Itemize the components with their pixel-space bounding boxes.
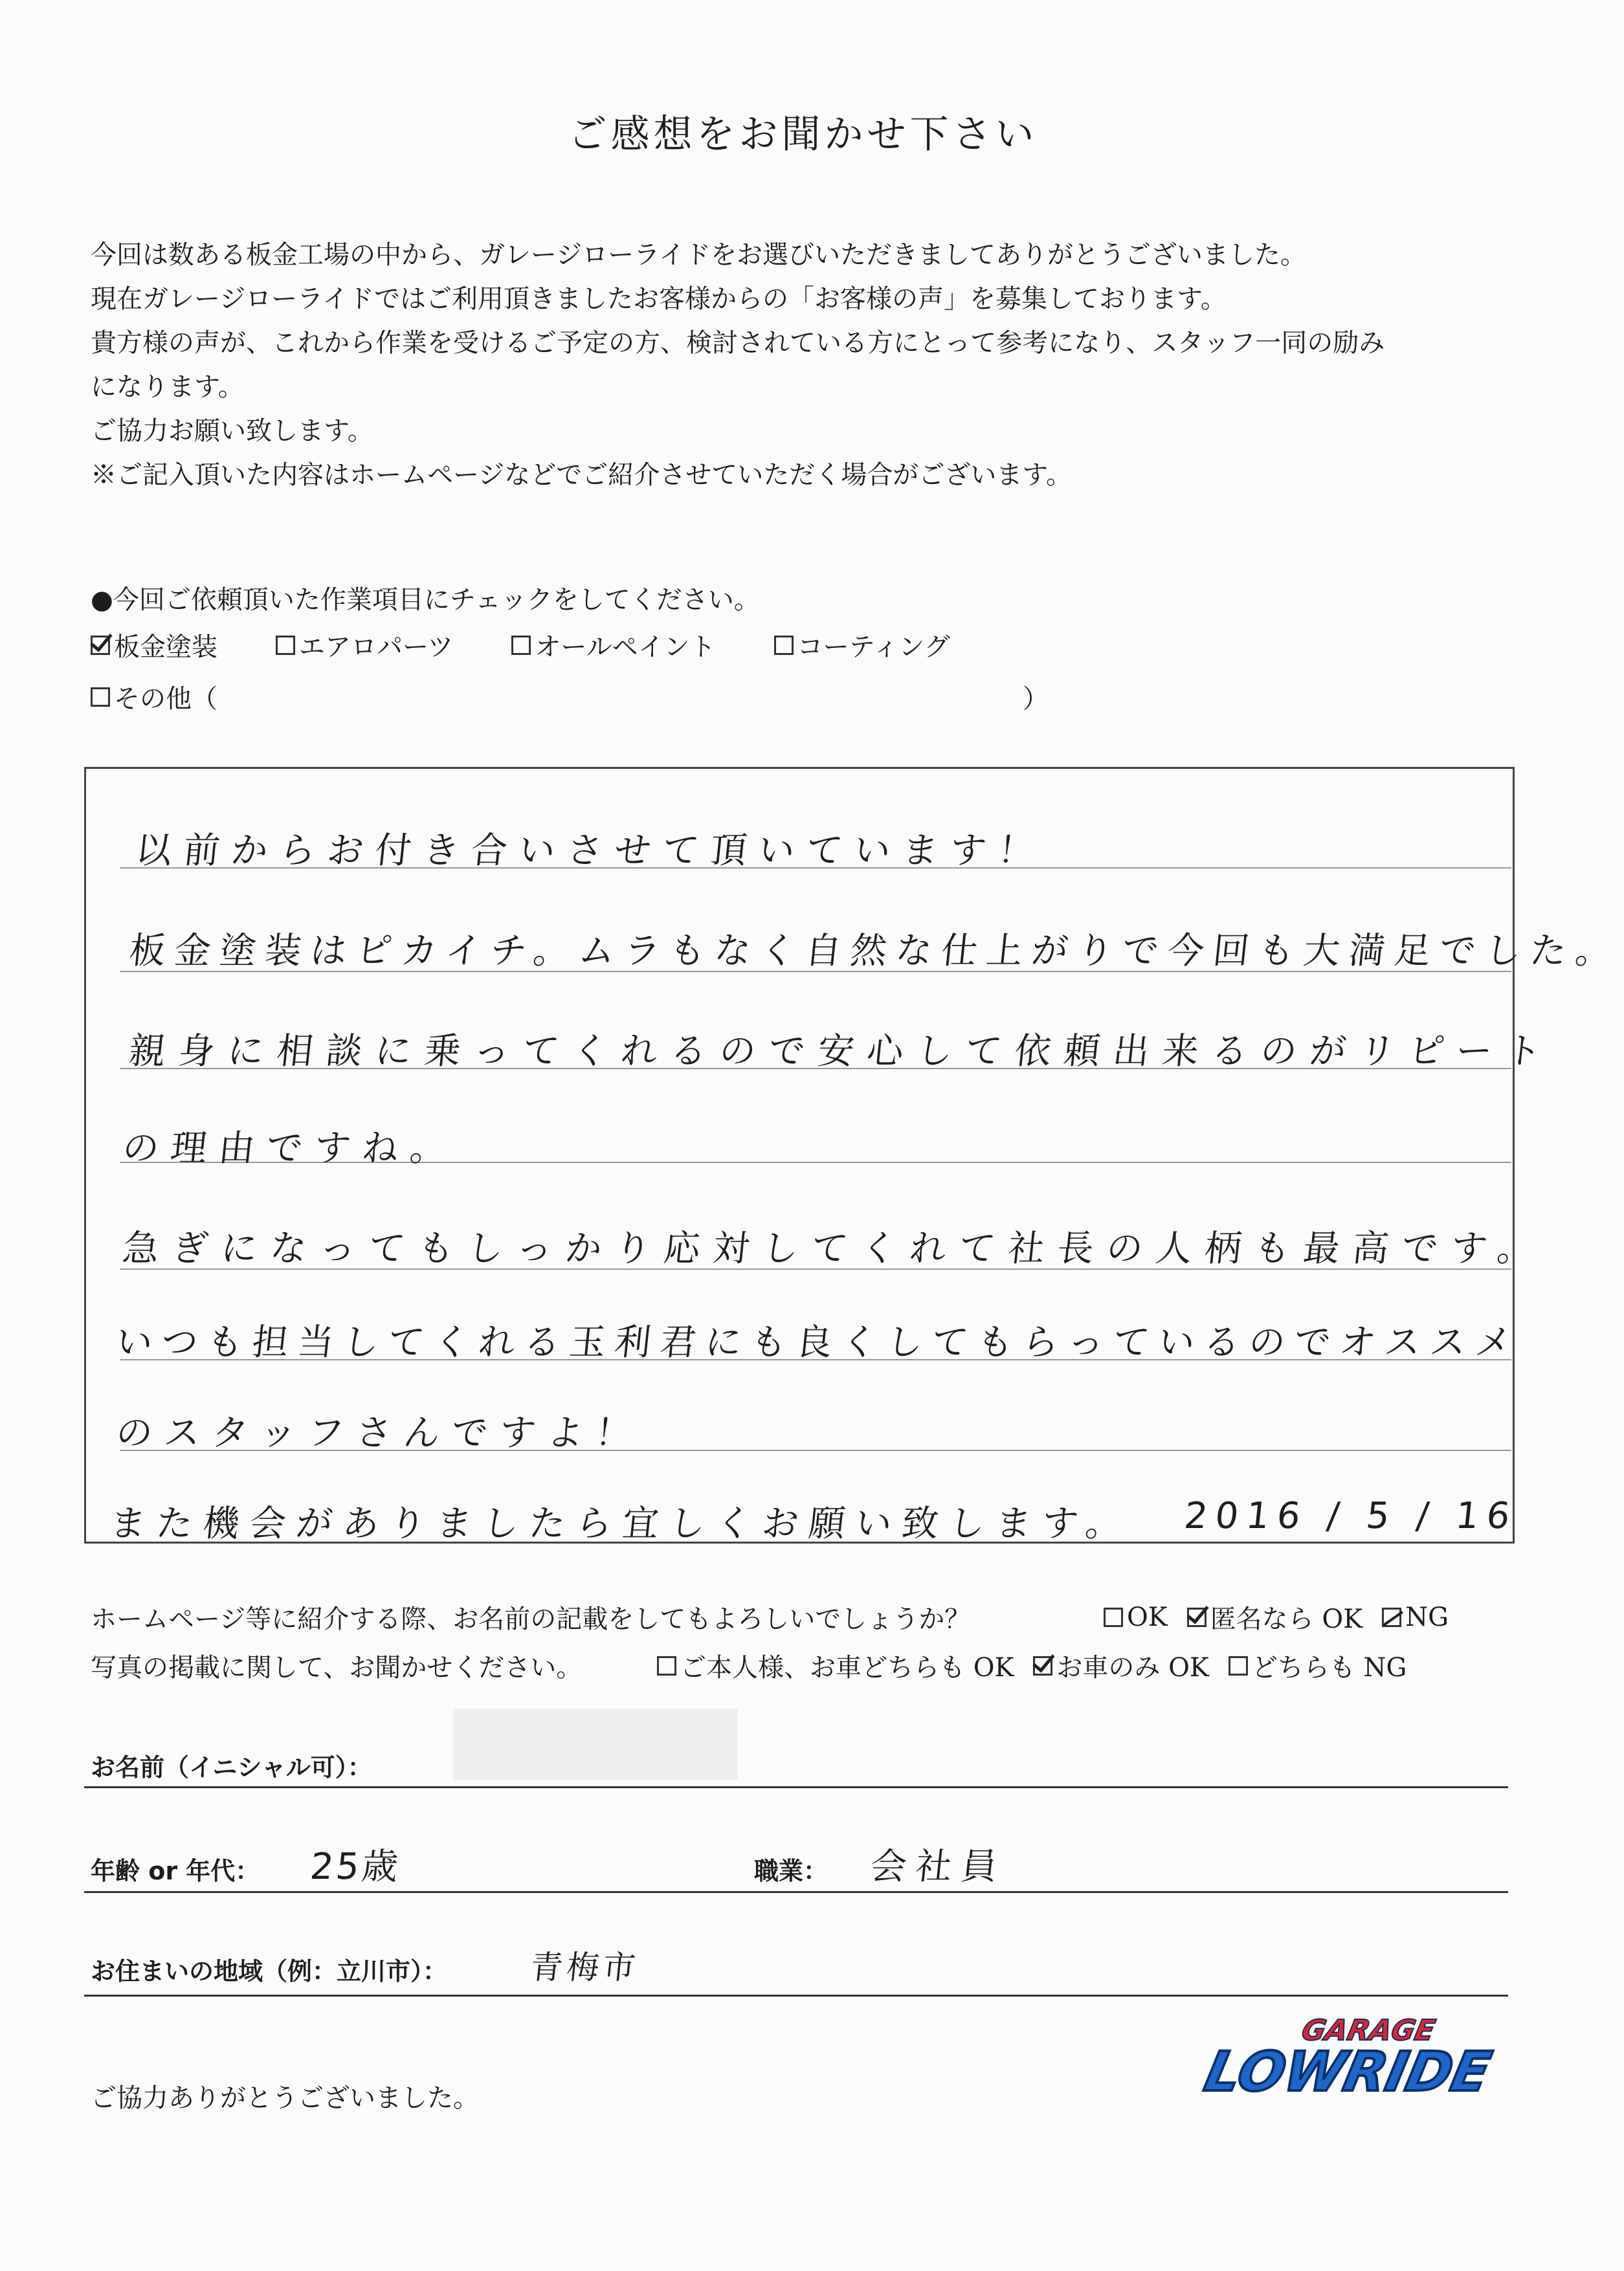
footer-thanks: ご協力ありがとうございました。 — [91, 2083, 479, 2113]
page-title: ご感想をお聞かせ下さい — [568, 112, 1038, 157]
checkbox-checked[interactable] — [91, 636, 110, 655]
comment-line: の理由ですね。 — [120, 1127, 460, 1169]
intro-line: 現在ガレージローライドではご利用頂きましたお客様からの「お客様の声」を募集しております。 — [91, 284, 1227, 314]
age-job-line[interactable] — [84, 1891, 1508, 1893]
checkbox-label: その他（ — [114, 684, 217, 714]
checkbox[interactable] — [1104, 1608, 1123, 1627]
checkbox-crossed[interactable] — [1382, 1608, 1401, 1627]
intro-line: 今回は数ある板金工場の中から、ガレージローライドをお選びいただきましてありがとうございました。 — [91, 240, 1306, 270]
name-permission-question: ホームページ等に紹介する際、お名前の記載をしてもよろしいでしょうか？ — [91, 1604, 971, 1634]
intro-line: になります。 — [91, 372, 244, 402]
checkbox-checked[interactable] — [1033, 1656, 1052, 1676]
checkbox-option[interactable] — [1229, 1647, 1407, 1684]
intro-line: ご協力お願い致します。 — [91, 416, 373, 446]
area-label: お住まいの地域（例：立川市）： — [91, 1957, 448, 1986]
checkbox-label: オールペイント — [535, 632, 716, 662]
logo-text-lowride: LOWRIDE — [1199, 2040, 1496, 2104]
checkbox[interactable] — [91, 687, 110, 707]
checkbox-option[interactable] — [1382, 1599, 1449, 1635]
checkbox-label: ご本人様、お車どちらも OK — [680, 1653, 1014, 1683]
checkbox[interactable] — [1229, 1656, 1248, 1676]
intro-text — [91, 233, 1528, 497]
checkbox-label: エアロパーツ — [299, 632, 454, 662]
checkbox-option[interactable] — [1033, 1647, 1208, 1684]
intro-line: 貴方様の声が、これから作業を受けるご予定の方、検討されている方にとって参考になり、スタッフ一同の励み — [91, 328, 1385, 358]
logo-text-garage: GARAGE — [1298, 2014, 1438, 2047]
comment-line: 親身に相談に乗ってくれるので安心して依頼出来るのがリピート — [127, 1030, 1557, 1072]
photo-permission-options — [657, 1647, 1407, 1684]
checkbox[interactable] — [276, 636, 295, 655]
checkbox-option[interactable] — [511, 626, 715, 663]
checkbox-label: 匿名なら OK — [1210, 1604, 1363, 1634]
checkbox-label: OK — [1127, 1602, 1168, 1632]
garage-lowride-logo — [1194, 2006, 1496, 2110]
comment-line: のスタッフさんですよ！ — [114, 1412, 645, 1454]
checkbox-option[interactable] — [657, 1647, 1014, 1684]
checkbox[interactable] — [774, 636, 794, 655]
comment-line: いつも担当してくれる玉利君にも良くしてもらっているのでオススメ — [114, 1322, 1523, 1364]
checkbox[interactable] — [511, 636, 531, 655]
name-label: お名前（イニシャル可）： — [91, 1753, 372, 1782]
area-value: 青梅市 — [528, 1949, 641, 1986]
checkbox-checked[interactable] — [1187, 1608, 1207, 1627]
comment-line: また機会がありましたら宜しくお願い致します。 — [107, 1503, 1135, 1545]
checkbox-label: どちらも NG — [1251, 1653, 1407, 1683]
name-line[interactable] — [84, 1786, 1508, 1788]
intro-line: ※ご記入頂いた内容はホームページなどでご紹介させていただく場合がございます。 — [91, 460, 1072, 490]
name-permission-options — [1104, 1599, 1449, 1635]
job-value: 会社員 — [868, 1846, 1008, 1888]
comment-date: 2016 / 5 / 16 — [1182, 1495, 1520, 1537]
work-items-options — [91, 626, 996, 663]
comment-line: 以前からお付き合いさせて頂いています！ — [133, 830, 1048, 872]
checkbox-label: お車のみ OK — [1056, 1653, 1209, 1683]
age-label: 年齢 or 年代： — [91, 1857, 260, 1885]
job-label: 職業： — [754, 1857, 829, 1885]
checkbox-option[interactable] — [1104, 1599, 1168, 1635]
area-line[interactable] — [84, 1995, 1508, 1997]
checkbox-option[interactable] — [91, 678, 217, 715]
checkbox-label: 板金塗装 — [114, 632, 217, 662]
comment-line: 板金塗装はピカイチ。ムラもなく自然な仕上がりで今回も大満足でした。 — [127, 930, 1623, 972]
other-option[interactable] — [91, 678, 1049, 715]
checkbox-label: コーティング — [797, 632, 950, 662]
photo-permission-question: 写真の掲載に関して、お聞かせください。 — [91, 1653, 583, 1683]
comment-line: 急ぎになってもしっかり応対してくれて社長の人柄も最高です。 — [120, 1228, 1549, 1270]
checkbox-option[interactable] — [1187, 1599, 1363, 1635]
checkbox-label: NG — [1405, 1602, 1449, 1632]
work-items-question: ●今回ご依頼頂いた作業項目にチェックをしてください。 — [91, 585, 760, 615]
checkbox[interactable] — [657, 1656, 676, 1676]
redacted-name — [453, 1709, 738, 1780]
checkbox-option[interactable] — [276, 626, 453, 663]
checkbox-option[interactable] — [91, 626, 217, 663]
checkbox-option[interactable] — [774, 626, 950, 663]
other-close-paren: ） — [1023, 684, 1049, 714]
age-value: 25歳 — [308, 1846, 403, 1888]
